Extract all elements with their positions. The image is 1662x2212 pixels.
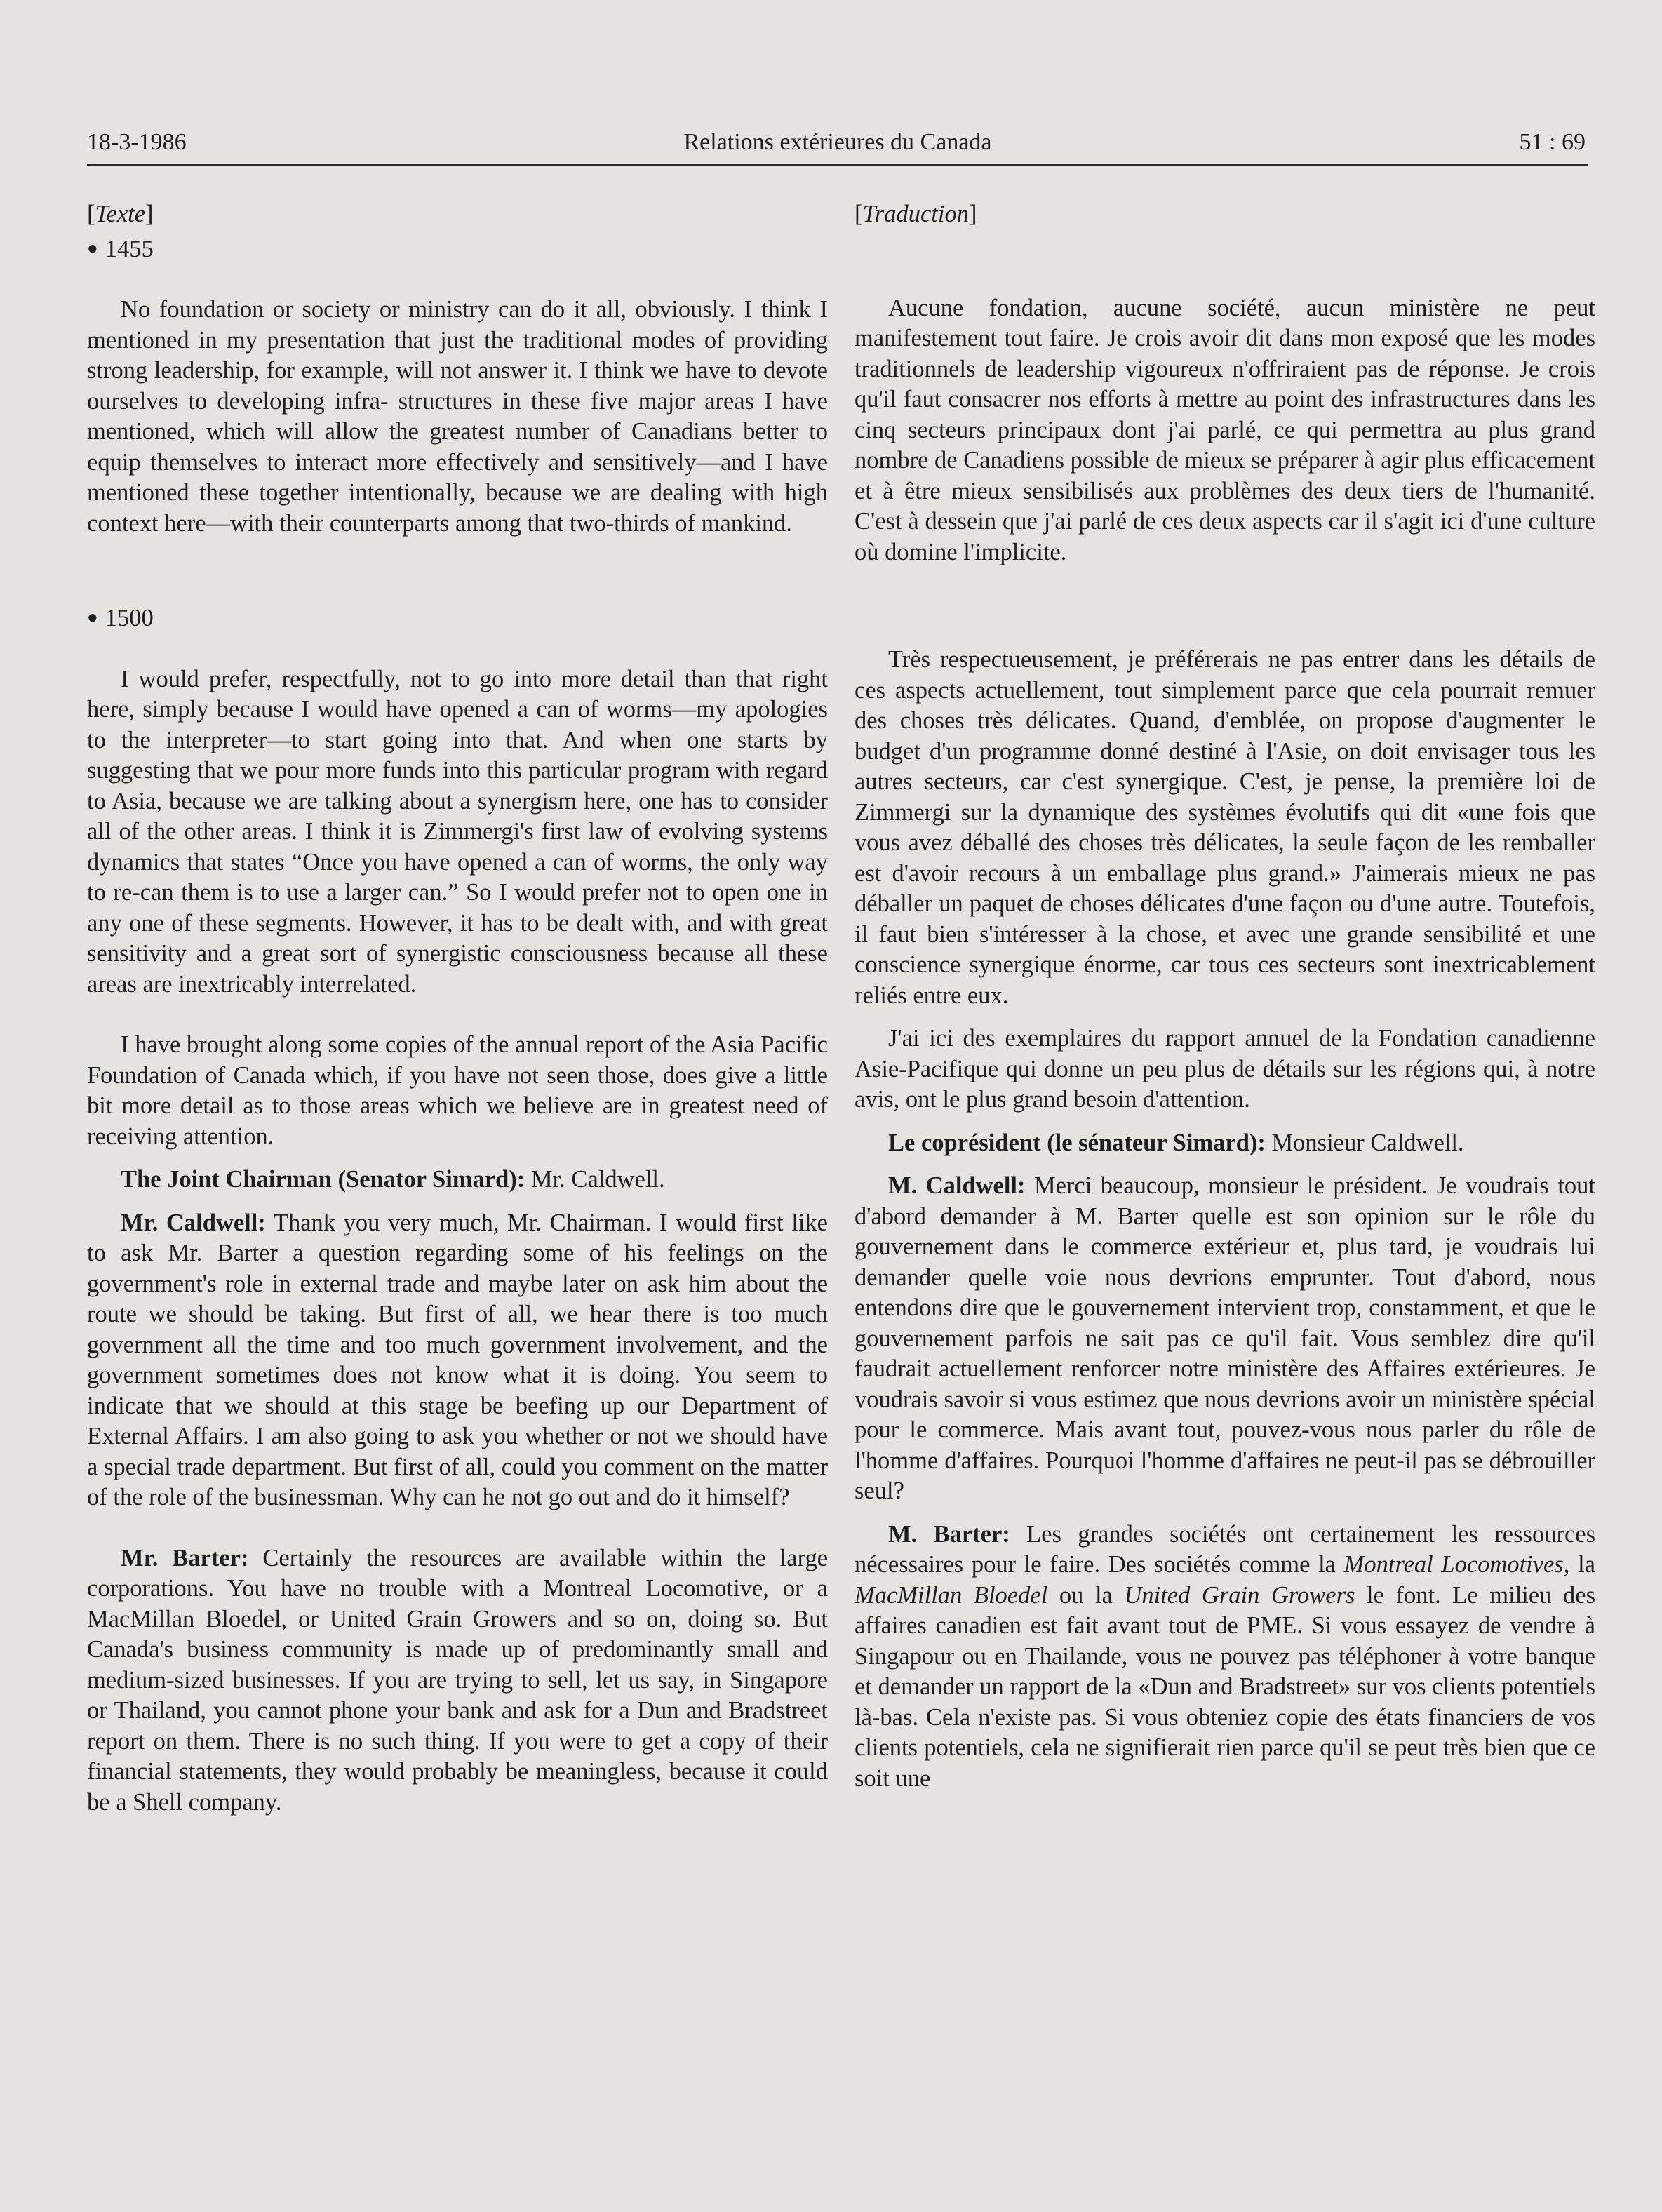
speaker-name: Mr. Barter: (121, 1544, 249, 1571)
paragraph: Aucune fondation, aucune société, aucun ministère ne peut manifestement tout faire. Je crois avoir dit dans mon exposé que les modes traditionnels de leadership vigoureux n'offriraient pas de réponse. Je crois qu'il faut consacrer nos efforts à mettre au point des infrastructures dans les cinq secteurs principaux dont j'ai parlé, ce qui permettra au plus grand nombre de Canadiens possible de mieux se préparer à agir plus efficacement et à être mieux sensibilisés aux problèmes des deux tiers de l'humanité. C'est à dessein que j'ai parlé de ces deux aspects car il s'agit ici d'une culture où domine l'implicite. (855, 294, 1596, 565)
paragraph: I would prefer, respectfully, not to go into more detail than that right here, simply because I would have opened a can of worms—my apologies to the interpreter—to start going into that. And when one starts by suggesting that we pour more funds into this particular program with regard to Asia, because we are talking about a synergism here, one has to consider all of the other areas. I think it is Zimmergi's first law of evolving systems dynamics that states “Once you have opened a can of worms, the only way to re-can them is to use a larger can.” So I would prefer not to open one in any one of these segments. However, it has to be dealt with, and with great sensitivity and a great sort of synergistic consciousness because all these areas are inextricably interrelated. (87, 665, 828, 998)
timestamp-1455: ● 1455 (87, 235, 154, 262)
bullet-icon: ● (87, 607, 98, 627)
french-column (855, 199, 1595, 1794)
speaker-paragraph: Mr. Caldwell: Thank you very much, Mr. Chairman. I would first like to ask Mr. Barter a question regarding some of his feelings on the government's role in external trade and maybe later on ask him about the route we should be taking. But first of all, we hear there is too much government all the time and too much government involvement, and the government sometimes does not know what it is doing. You seem to indicate that we should at this stage be beefing up our Department of External Affairs. I am also going to ask you whether or not we should have a special trade department. But first of all, could you comment on the matter of the role of the businessman. Why can he not go out and do it himself? (87, 1209, 828, 1510)
speaker-paragraph: M. Caldwell: Merci beaucoup, monsieur le président. Je voudrais tout d'abord demander à M. Barter quelle est son opinion sur le rôle du gouvernement dans le commerce extérieur et, plus tard, je voudrais lui demander quelle voie nous devrions emprunter. Tout d'abord, nous entendons dire que le gouvernement intervient trop, constamment, et que le gouvernement parfois ne sait pas ce qu'il fait. Vous semblez dire qu'il faudrait actuellement renforcer notre ministère des Affaires extérieures. Je voudrais savoir si vous estimez que nous devrions avoir un ministère spécial pour le commerce. Mais avant tout, pouvez-vous nous parler du rôle de l'homme d'affaires. Pourquoi l'homme d'affaires ne peut-il pas se débrouiller seul? (855, 1172, 1595, 1504)
speaker-name: M. Barter: (888, 1520, 1010, 1548)
speaker-paragraph: The Joint Chairman (Senator Simard): Mr. Caldwell. (121, 1166, 665, 1193)
running-header (87, 125, 1588, 166)
speaker-paragraph: Le coprésident (le sénateur Simard): Monsieur Caldwell. (888, 1129, 1464, 1156)
paragraph: I have brought along some copies of the annual report of the Asia Pacific Foundation of Canada which, if you have not seen those, does give a little bit more detail as to those areas which we believe are in greatest need of receiving attention. (87, 1031, 828, 1150)
header-title: Relations extérieures du Canada (683, 129, 992, 155)
header-date: 18-3-1986 (87, 129, 187, 155)
bullet-icon: ● (87, 237, 98, 258)
header-page-number: 51 : 69 (1519, 129, 1586, 155)
paragraph: Très respectueusement, je préférerais ne pas entrer dans les détails de ces aspects actuellement, tout simplement parce que cela pourrait remuer des choses très délicates. Quand, d'emblée, on propose d'augmenter le budget d'un programme donné destiné à l'Asie, on doit envisager tous les autres secteurs, car c'est synergique. C'est, je pense, la première loi de Zimmergi sur la dynamique des systèmes évolutifs qui dit «une fois que vous avez déballé des choses très délicates, la seule façon de les remballer est d'avoir recours à un emballage plus grand.» J'aimerais mieux ne pas déballer un paquet de choses délicates d'une façon ou d'une autre. Toutefois, il faut bien s'intéresser à la chose, et avec une grande sensibilité et une conscience synergique énorme, car tous ces secteurs sont inextricablement reliés entre eux. (855, 646, 1595, 1009)
speaker-paragraph: M. Barter: Les grandes sociétés ont certainement les ressources nécessaires pour le faire. Des sociétés comme la Montreal Locomotives, la MacMillan Bloedel ou la United Grain Growers le font. Le milieu des affaires canadien est fait avant tout de PME. Si vous essayez de vendre à Singapour ou en Thailande, vous ne pouvez pas téléphoner à votre banque et demander un rapport de la «Dun and Bradstreet» sur vos clients potentiels là-bas. Cela n'existe pas. Si vous obteniez copie des états financiers de vos clients potentiels, cela ne signifierait rien parce qu'il se peut très bien que ce soit une (855, 1520, 1596, 1792)
speaker-name: Mr. Caldwell: (121, 1209, 266, 1236)
speaker-name: The Joint Chairman (Senator Simard): (121, 1166, 525, 1193)
timestamp-1500: ● 1500 (87, 605, 154, 631)
translation-tag: [Traduction] (855, 201, 977, 227)
text-tag: [Texte] (87, 201, 154, 227)
english-column (87, 199, 828, 1818)
speaker-name: M. Caldwell: (888, 1172, 1026, 1199)
speaker-paragraph: Mr. Barter: Certainly the resources are available within the large corporations. You have no trouble with a Montreal Locomotive, or a MacMillan Bloedel, or United Grain Growers and so on, doing so. But Canada's business community is made up of predominantly small and medium-sized businesses. If you are trying to sell, let us say, in Singapore or Thailand, you cannot phone your bank and ask for a Dun and Bradstreet report on them. There is no such thing. If you were to get a copy of their financial statements, they would probably be meaningless, because it could be a Shell company. (87, 1544, 829, 1816)
paragraph: No foundation or society or ministry can do it all, obviously. I think I mentioned in my presentation that just the traditional modes of providing strong leadership, for example, will not answer it. I think we have to devote ourselves to developing infra- structures in these five major areas I have mentioned, which will allow the greatest number of Canadians better to equip themselves to interact more effectively and sensitively—and I have mentioned these together intentionally, because we are dealing with high context here—with their counterparts among that two-thirds of mankind. (87, 296, 828, 537)
speaker-name: Le coprésident (le sénateur Simard): (888, 1129, 1266, 1156)
paragraph: J'ai ici des exemplaires du rapport annuel de la Fondation canadienne Asie-Pacifique qui donne un peu plus de détails sur les régions qui, à notre avis, ont le plus grand besoin d'attention. (855, 1025, 1595, 1113)
